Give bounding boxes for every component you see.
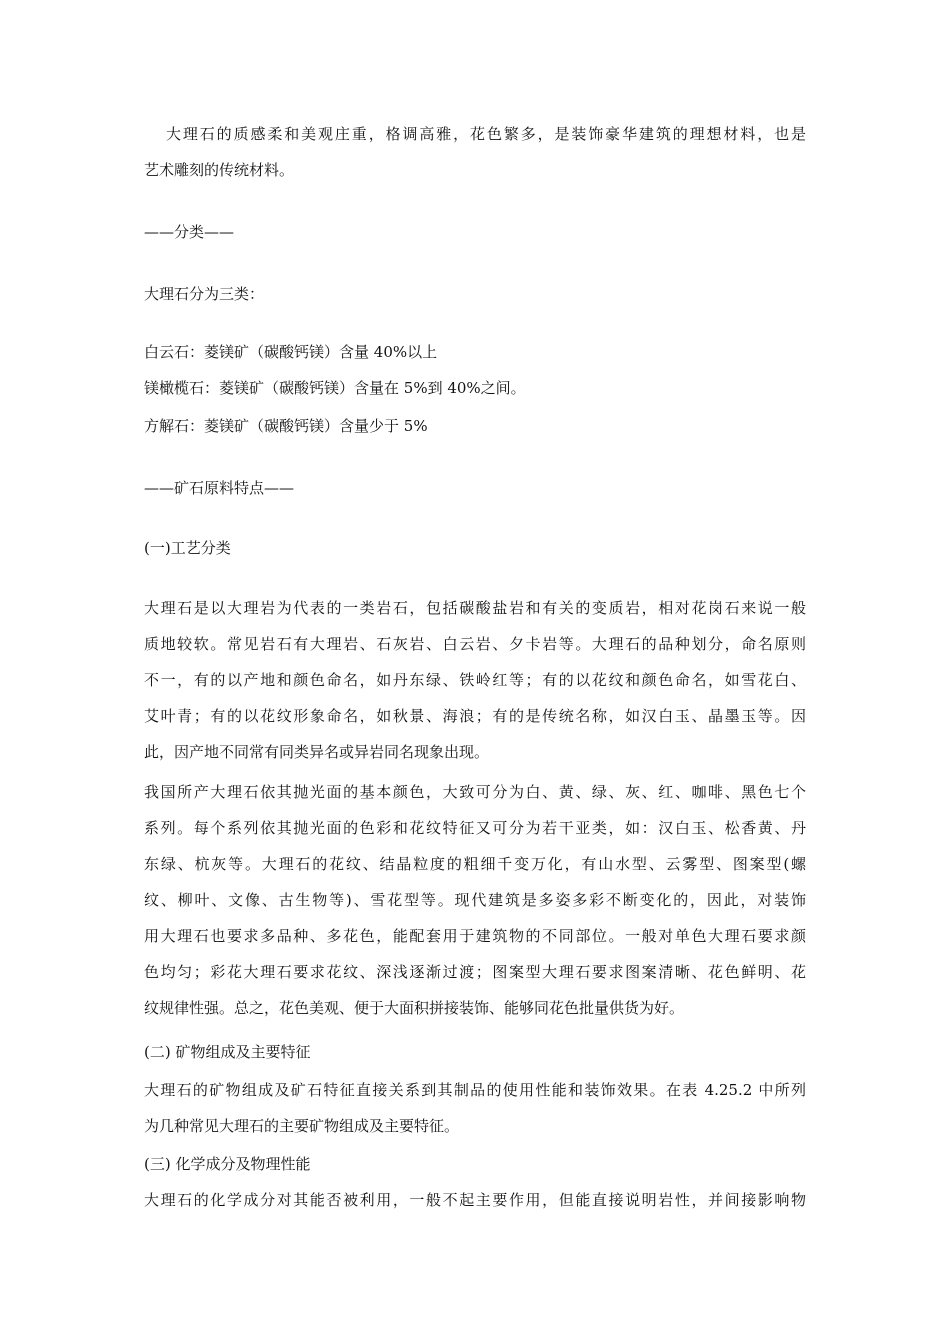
section-3-title: (三) 化学成分及物理性能: [144, 1155, 311, 1173]
section-1-para-1-line-2: 质地较软。常见岩石有大理岩、石灰岩、白云岩、夕卡岩等。大理石的品种划分，命名原则: [144, 635, 806, 653]
section-1-para-1-line-4: 艾叶青；有的以花纹形象命名，如秋景、海浪；有的是传统名称，如汉白玉、晶墨玉等。因: [144, 707, 806, 725]
section-3-para-line-1: 大理石的化学成分对其能否被利用，一般不起主要作用，但能直接说明岩性，并间接影响物: [144, 1191, 806, 1209]
section-2-para-line-2: 为几种常见大理石的主要矿物组成及主要特征。: [144, 1117, 460, 1135]
section-1-para-1-line-1: 大理石是以大理岩为代表的一类岩石，包括碳酸盐岩和有关的变质岩，相对花岗石来说一般: [144, 599, 806, 617]
intro-line-1: 大理石的质感柔和美观庄重，格调高雅，花色繁多，是装饰豪华建筑的理想材料，也是: [166, 125, 806, 143]
classification-heading: ——分类——: [144, 223, 235, 241]
classification-item-forsterite: 镁橄榄石：菱镁矿（碳酸钙镁）含量在 5%到 40%之间。: [144, 379, 526, 397]
features-heading: ——矿石原料特点——: [144, 479, 295, 497]
section-1-para-2-line-3: 东绿、杭灰等。大理石的花纹、结晶粒度的粗细千变万化，有山水型、云雾型、图案型(螺: [144, 855, 806, 873]
section-1-para-2-line-6: 色均匀；彩花大理石要求花纹、深浅逐渐过渡；图案型大理石要求图案清晰、花色鲜明、花: [144, 963, 806, 981]
classification-lead: 大理石分为三类：: [144, 285, 265, 303]
classification-item-dolomite: 白云石：菱镁矿（碳酸钙镁）含量 40%以上: [144, 343, 438, 361]
classification-item-calcite: 方解石：菱镁矿（碳酸钙镁）含量少于 5%: [144, 417, 428, 435]
section-1-para-1-line-5: 此，因产地不同常有同类异名或异岩同名现象出现。: [144, 743, 490, 761]
section-1-para-2-line-4: 纹、柳叶、文像、古生物等)、雪花型等。现代建筑是多姿多彩不断变化的，因此，对装饰: [144, 891, 806, 909]
section-1-para-2-line-7: 纹规律性强。总之，花色美观、便于大面积拼接装饰、能够同花色批量供货为好。: [144, 999, 685, 1017]
section-1-para-2-line-2: 系列。每个系列依其抛光面的色彩和花纹特征又可分为若干亚类，如：汉白玉、松香黄、丹: [144, 819, 806, 837]
section-1-title: (一)工艺分类: [144, 539, 231, 557]
section-1-para-2-line-1: 我国所产大理石依其抛光面的基本颜色，大致可分为白、黄、绿、灰、红、咖啡、黑色七个: [144, 783, 806, 801]
intro-line-2: 艺术雕刻的传统材料。: [144, 161, 295, 179]
section-2-para-line-1: 大理石的矿物组成及矿石特征直接关系到其制品的使用性能和装饰效果。在表 4.25.2 中所列: [144, 1081, 806, 1099]
section-1-para-2-line-5: 用大理石也要求多品种、多花色，能配套用于建筑物的不同部位。一般对单色大理石要求颜: [144, 927, 806, 945]
section-1-para-1-line-3: 不一，有的以产地和颜色命名，如丹东绿、铁岭红等；有的以花纹和颜色命名，如雪花白、: [144, 671, 806, 689]
section-2-title: (二) 矿物组成及主要特征: [144, 1043, 311, 1061]
